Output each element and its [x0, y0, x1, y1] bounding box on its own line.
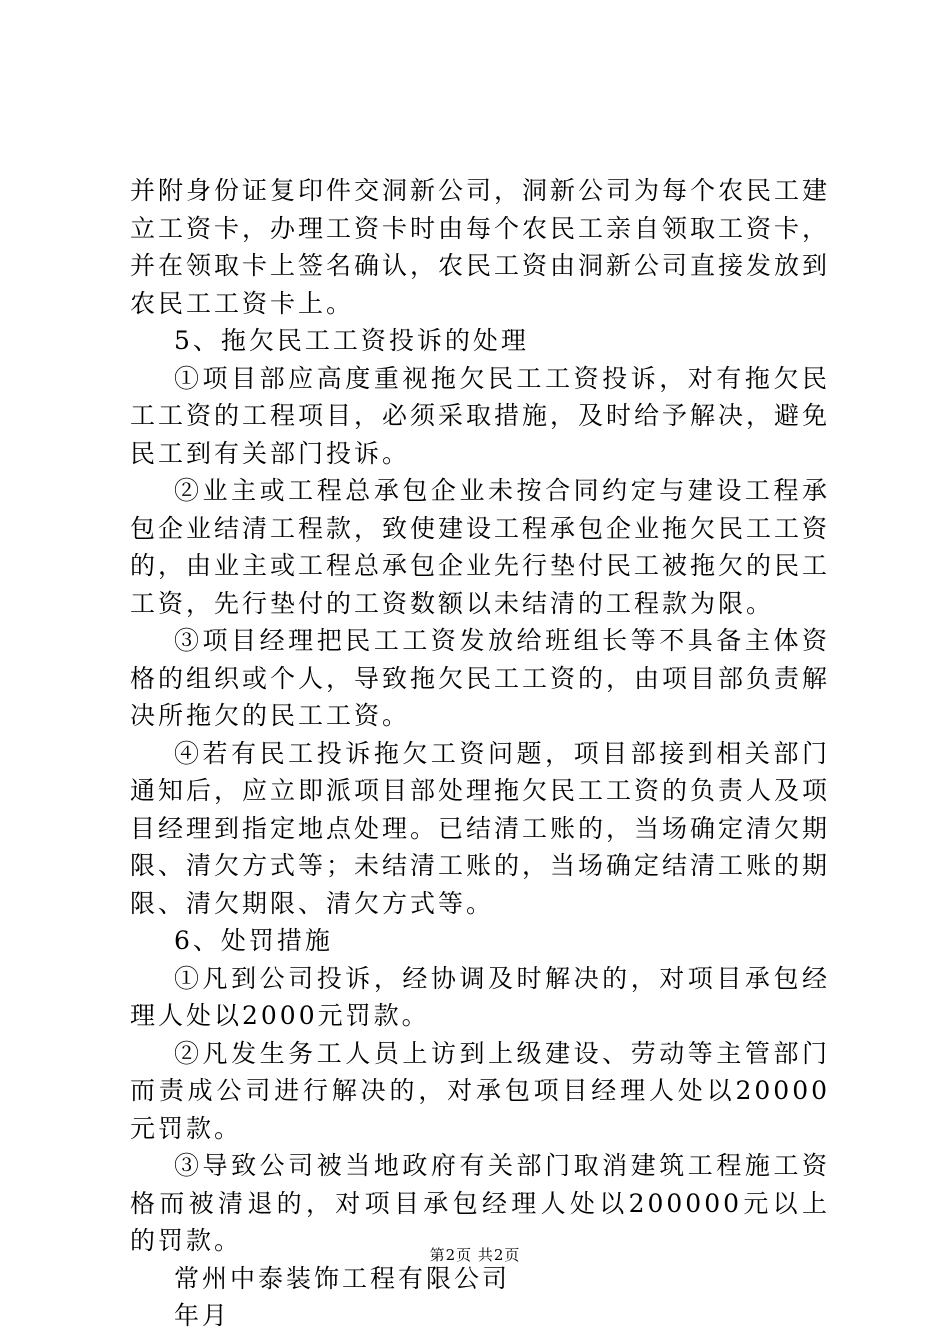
paragraph-5-4: ④若有民工投诉拖欠工资问题，项目部接到相关部门通知后，应立即派项目部处理拖欠民工工资的负责人及项目经理到指定地点处理。已结清工账的，当场确定清欠期限、清欠方式等；未结清工账的，当场确定结清工账的期限、清欠期限、清欠方式等。: [130, 738, 831, 918]
document-body: [130, 172, 830, 1335]
section-heading-5: 5、拖欠民工工资投诉的处理: [174, 326, 529, 355]
paragraph-6-2: ②凡发生务工人员上访到上级建设、劳动等主管部门而责成公司进行解决的，对承包项目经理人处以20000元罚款。: [130, 1038, 830, 1143]
paragraph-6-3: ③导致公司被当地政府有关部门取消建筑工程施工资格而被清退的，对项目承包经理人处以200000元以上的罚款。: [130, 1151, 830, 1255]
paragraph-1: 并附身份证复印件交洞新公司，洞新公司为每个农民工建立工资卡，办理工资卡时由每个农民工亲自领取工资卡，并在领取卡上签名确认，农民工资由洞新公司直接发放到农民工工资卡上。: [130, 176, 831, 318]
paragraph-5-2: ②业主或工程总承包企业未按合同约定与建设工程承包企业结清工程款，致使建设工程承包企业拖欠民工工资的，由业主或工程总承包企业先行垫付民工被拖欠的民工工资，先行垫付的工资数额以未结清的工程款为限。: [130, 476, 831, 618]
paragraph-5-3: ③项目经理把民工工资发放给班组长等不具备主体资格的组织或个人，导致拖欠民工工资的，由项目部负责解决所拖欠的民工工资。: [130, 626, 831, 730]
section-heading-6: 6、处罚措施: [174, 926, 333, 955]
paragraph-5-1: ①项目部应高度重视拖欠民工工资投诉，对有拖欠民工工资的工程项目，必须采取措施，及时给予解决，避免民工到有关部门投诉。: [130, 363, 831, 468]
signature-company: 常州中泰装饰工程有限公司: [174, 1263, 511, 1293]
paragraph-6-1: ①凡到公司投诉，经协调及时解决的，对项目承包经理人处以2000元罚款。: [130, 963, 830, 1030]
signature-date: 年月: [174, 1301, 231, 1330]
page-footer: 第2页 共2页: [429, 1246, 521, 1264]
